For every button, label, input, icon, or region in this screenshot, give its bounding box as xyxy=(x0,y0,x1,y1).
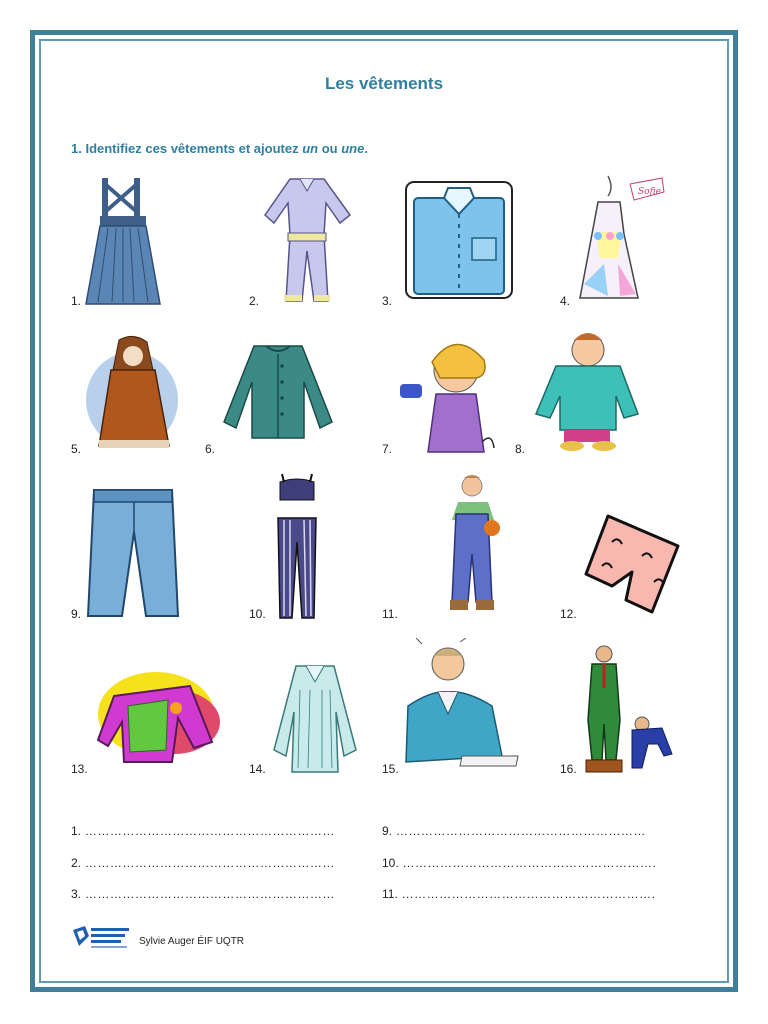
jeans-icon xyxy=(84,486,182,622)
item-number: 5. xyxy=(71,442,82,456)
school-logo-icon xyxy=(71,924,133,950)
dress-icon xyxy=(574,174,666,308)
item-number: 10. xyxy=(249,607,266,621)
footer-credit: Sylvie Auger ÉIF UQTR xyxy=(139,936,245,947)
item-number: 12. xyxy=(560,607,577,621)
hooded-coat-icon xyxy=(83,334,181,456)
overalls-icon xyxy=(440,474,506,620)
pinafore-skirt-icon xyxy=(82,176,164,308)
answer-line[interactable]: 1. …………………………………………………… xyxy=(71,824,335,838)
blouse-icon xyxy=(270,660,360,776)
answer-line[interactable]: 3. …………………………………………………… xyxy=(71,887,335,901)
item-number: 14. xyxy=(249,762,266,776)
page-title: Les vêtements xyxy=(324,74,444,93)
answer-line[interactable]: 10. ……………………………………………………. xyxy=(382,856,657,870)
answer-line[interactable]: 9. …………………………………………………… xyxy=(382,824,646,838)
cardigan-icon xyxy=(220,342,336,442)
item-number: 16. xyxy=(560,762,577,776)
bikini-pants-icon xyxy=(270,472,324,622)
shorts-icon xyxy=(582,512,684,616)
bathrobe-icon xyxy=(396,332,500,458)
item-number: 11. xyxy=(382,607,398,621)
item-number: 9. xyxy=(71,607,82,621)
answer-line[interactable]: 11. ……………………………………………………. xyxy=(382,887,656,901)
shirt-icon xyxy=(404,180,514,300)
item-number: 1. xyxy=(71,294,82,308)
v-neck-sweater-icon xyxy=(402,638,522,772)
item-number: 13. xyxy=(71,762,88,776)
exercise-instruction: 1. Identifiez ces vêtements et ajoutez un ou une. xyxy=(71,141,368,156)
jacket-icon xyxy=(94,666,226,768)
item-number: 15. xyxy=(382,762,399,776)
svg-text:Sofie: Sofie xyxy=(638,187,661,197)
item-number: 4. xyxy=(560,294,571,308)
item-number: 2. xyxy=(249,294,260,308)
pajamas-icon xyxy=(262,173,354,308)
suit-icon xyxy=(582,644,676,774)
item-number: 3. xyxy=(382,294,393,308)
item-number: 8. xyxy=(515,442,526,456)
item-number: 6. xyxy=(205,442,216,456)
item-number: 7. xyxy=(382,442,393,456)
answer-line[interactable]: 2. …………………………………………………… xyxy=(71,856,335,870)
sweater-icon xyxy=(532,326,642,452)
